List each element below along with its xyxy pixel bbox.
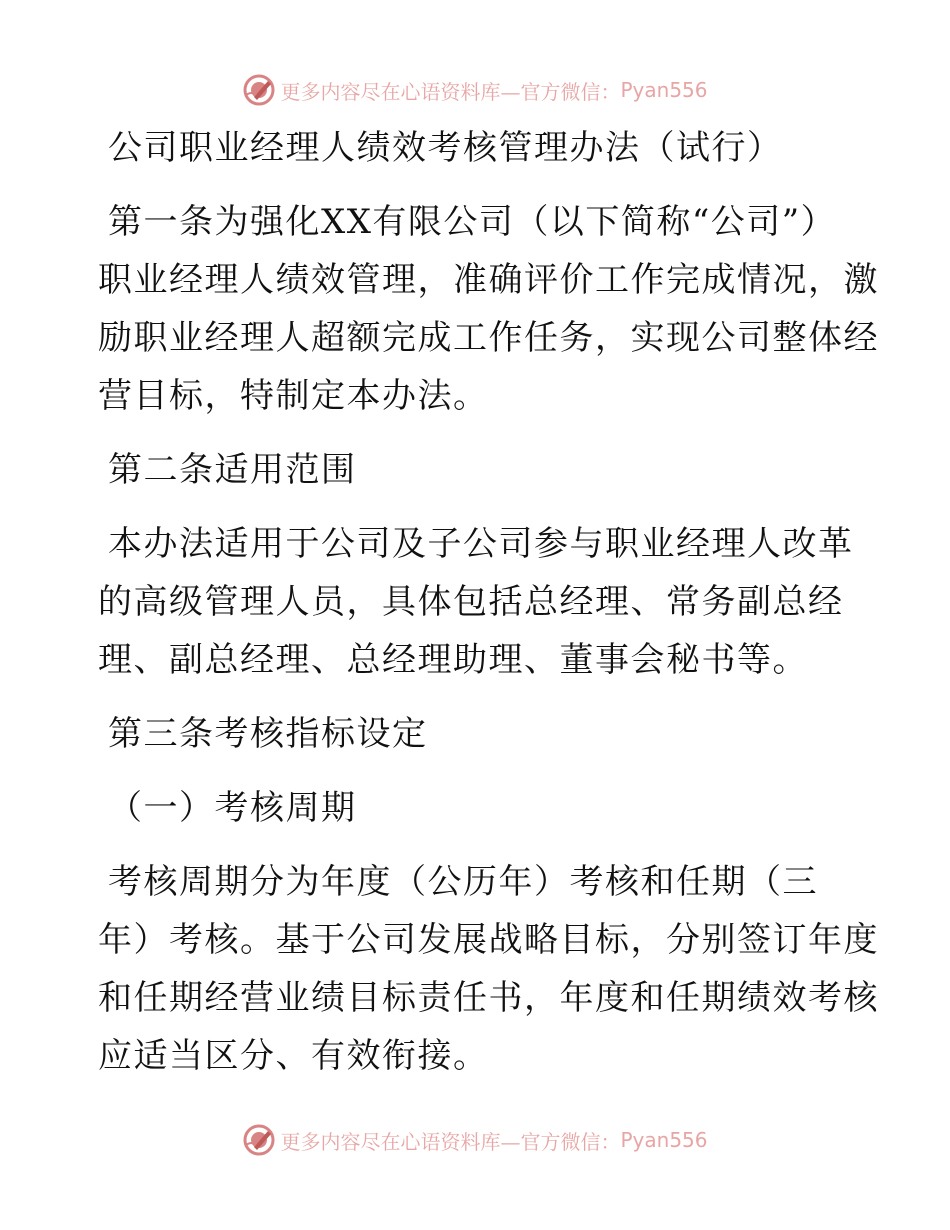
article1-line-3: 励职业经理人超额完成工作任务，实现公司整体经 [98,318,879,358]
section1-line-4: 应适当区分、有效衔接。 [98,1036,489,1076]
article2-line-1: 本办法适用于公司及子公司参与职业经理人改革 [108,524,854,564]
section1-line-1: 考核周期分为年度（公历年）考核和任期（三 [108,862,818,902]
watermark-wechat-id: Pyan556 [620,78,708,102]
pen-logo-icon [242,73,276,107]
document-title: 公司职业经理人绩效考核管理办法（试行） [108,128,783,168]
article3-heading: 第三条考核指标设定 [108,714,428,754]
article2-heading: 第二条适用范围 [108,450,357,490]
section1-heading: （一）考核周期 [108,788,357,828]
article1-line-4: 营目标，特制定本办法。 [98,376,489,416]
watermark-wechat-id: Pyan556 [620,1128,708,1152]
section1-line-3: 和任期经营业绩目标责任书，年度和任期绩效考核 [98,978,879,1018]
watermark-text: 更多内容尽在心语资料库—官方微信： [280,1129,621,1154]
article2-line-2: 的高级管理人员，具体包括总经理、常务副总经 [98,582,844,622]
header-watermark [0,70,950,110]
article2-line-3: 理、副总经理、总经理助理、董事会秘书等。 [98,640,808,680]
section1-line-2: 年）考核。基于公司发展战略目标，分别签订年度 [98,920,879,960]
article1-line-2: 职业经理人绩效管理，准确评价工作完成情况，激 [98,260,879,300]
watermark-text: 更多内容尽在心语资料库—官方微信： [280,79,621,104]
footer-watermark [0,1120,950,1160]
article1-line-1: 第一条为强化XX有限公司（以下简称“公司”） [108,202,837,242]
pen-logo-icon [242,1123,276,1157]
